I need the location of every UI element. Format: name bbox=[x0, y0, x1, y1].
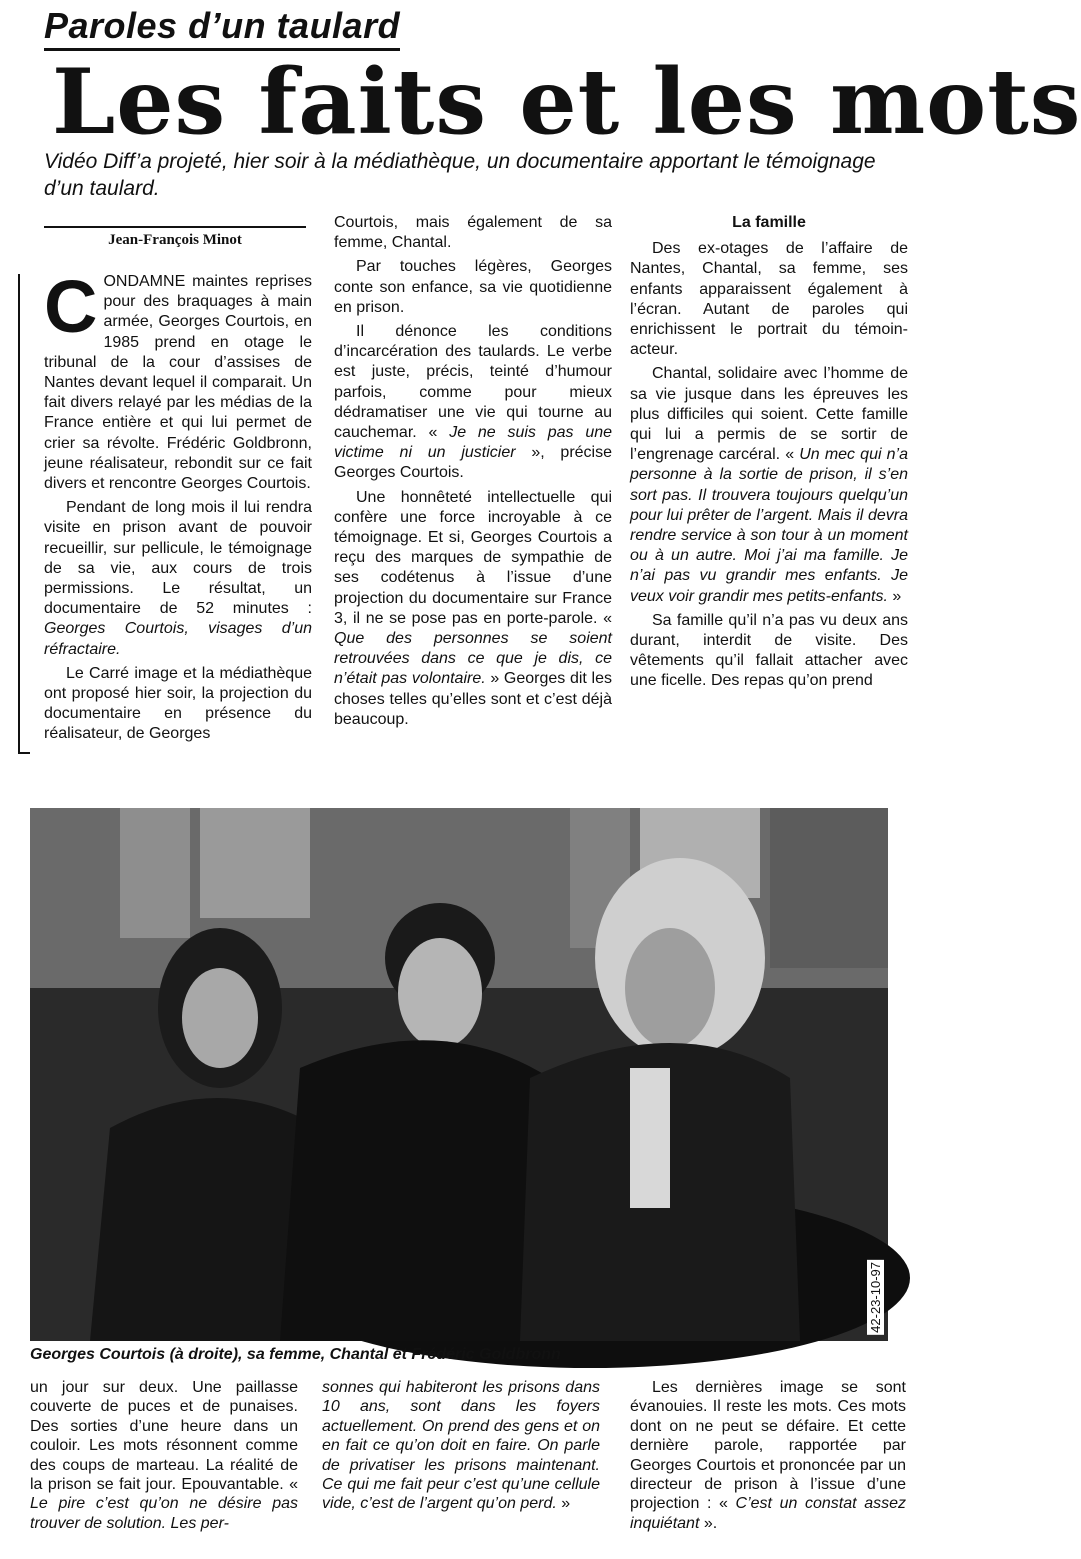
paragraph-text: Chantal, solidaire avec l’homme de sa vie jusque dans les épreuves les plus difficiles qui soient. Cette famille qui lui a permis de se sortir de l’engrenage carcéral. « bbox=[630, 365, 908, 464]
paragraph-text: Il dénonce les conditions d’incarcération des taulards. Le verbe est juste, précis, teinté d’humour parfois, comme pour mieux dédramatiser une vie qui tourne au cauchemar. « bbox=[334, 323, 612, 442]
bottom-column-3 bbox=[630, 1378, 906, 1533]
paragraph-text: un jour sur deux. Une paillasse couverte de puces et de punaises. Des sorties d’une heure dans un couloir. Les mots résonnent comme des coups de marteau. La réalité de la prison se fait jour. Epouvantable. « bbox=[30, 1379, 298, 1494]
paragraph-text: », précise Georges Courtois. bbox=[334, 444, 613, 482]
paragraph-text: Les dernières image se sont évanouies. Il reste les mots. Ces mots dont on ne peut se défaire. Et cette dernière parole, rapportée par Georges Courtois et prononcée par un directeur de prison à l’issue d’une projection : « bbox=[630, 1379, 906, 1513]
paragraph bbox=[44, 498, 312, 660]
paragraph-text: » bbox=[556, 1495, 571, 1513]
byline: Jean-François Minot bbox=[44, 226, 306, 249]
paragraph-text: » Georges dit les choses telles qu’elles sont et c’est déjà beaucoup. bbox=[334, 670, 612, 728]
photo-caption: Georges Courtois (à droite), sa femme, Chantal et Frédéric Goldbronn bbox=[30, 1346, 561, 1363]
kicker: Paroles d’un taulard bbox=[44, 6, 400, 51]
paragraph: Des ex-otages de l’affaire de Nantes, Chantal, sa femme, ses enfants apparaissent également à l’écran. Autant de paroles qui enrichissent le portrait du témoin-acteur. bbox=[630, 240, 908, 359]
subheading: La famille bbox=[732, 214, 806, 231]
bottom-column-1 bbox=[30, 1378, 298, 1533]
frame-rule bbox=[18, 274, 20, 752]
paragraph: Par touches légères, Georges conte son enfance, sa vie quotidienne en prison. bbox=[334, 258, 612, 316]
frame-rule bbox=[18, 752, 30, 754]
paragraph bbox=[334, 322, 612, 484]
drop-cap: C bbox=[44, 265, 98, 348]
headline: Les faits et les mots bbox=[52, 49, 1081, 155]
standfirst: Vidéo Diff’a projeté, hier soir à la médiathèque, un documentaire apportant le témoignage d’un taulard. bbox=[44, 150, 876, 200]
photo-scene bbox=[30, 808, 888, 1341]
paragraph: Sa famille qu’il n’a pas vu deux ans durant, interdit de visite. Des vêtements qu’il fallait attacher avec une ficelle. Des repas qu’on prend bbox=[630, 611, 908, 690]
paragraph bbox=[322, 1378, 600, 1514]
paragraph-text: ». bbox=[699, 1514, 718, 1532]
paragraph bbox=[30, 1378, 298, 1533]
paragraph-text: Pendant de long mois il lui rendra visite en prison avant de pouvoir recueillir, sur pellicule, le témoignage de sa vie, aux cours de trois permissions. Le résultat, un documentaire de 52 minutes : bbox=[44, 499, 312, 618]
paragraph bbox=[334, 488, 612, 730]
paragraph-text: Une honnêteté intellectuelle qui confère une force incroyable à ce témoignage. Et si, Georges Courtois a reçu des marques de sympathie de ses codétenus à l’issue d’une projection du documentaire sur France 3, il ne se pose pas en porte-parole. « bbox=[334, 488, 612, 627]
paragraph: Le Carré image et la médiathèque ont proposé hier soir, la projection du documentaire en présence du réalisateur, de Georges bbox=[44, 664, 312, 743]
article-column-2 bbox=[334, 213, 612, 730]
article-column-1 bbox=[44, 265, 312, 745]
paragraph: Courtois, mais également de sa femme, Chantal. bbox=[334, 214, 612, 252]
quote: Un mec qui n’a personne à la sortie de prison, il s’en sort pas. Il trouvera toujours quelqu’un pour lui prêter de l’argent. Mais il devra rendre service à son tour à un moment ou à un autre. Moi j’ai ma famille. Je n’ai pas vu grandir mes enfants. Je veux voir grandir mes petits-enfants. bbox=[630, 446, 909, 605]
paragraph bbox=[630, 364, 908, 606]
quote: C’est un constat assez inquiétant bbox=[630, 1495, 907, 1532]
paragraph-text: » bbox=[887, 587, 902, 605]
paragraph-text: ONDAMNE maintes reprises pour des braquages à main armée, Georges Courtois, en 1985 prend en otage le tribunal de la cour d’assises de Nantes devant lequel il comparait. Un fait divers relayé par les médias de la France entière et qui lui permet de crier sa révolte. Frédéric Goldbronn, jeune réalisateur, rebondit sur ce fait divers et rencontre Georges Courtois. bbox=[44, 273, 312, 493]
photo-stamp: 42-23-10-97 bbox=[868, 1262, 883, 1333]
bottom-column-2 bbox=[322, 1378, 600, 1514]
quote: Le pire c’est qu’on ne désire pas trouver de solution. Les per- bbox=[30, 1495, 298, 1532]
documentary-title: Georges Courtois, visages d’un réfractaire. bbox=[44, 620, 312, 658]
paragraph bbox=[630, 1378, 906, 1533]
photo bbox=[30, 808, 888, 1341]
article-column-3 bbox=[630, 213, 908, 692]
paragraph bbox=[44, 265, 312, 494]
quote: Que des personnes se soient retrouvées dans ce que je dis, ce n’était pas volontaire. bbox=[334, 630, 612, 688]
quote: Je ne suis pas une victime ni un justicier bbox=[334, 424, 613, 462]
quote: sonnes qui habiteront les prisons dans 10 ans, sont dans les foyers actuellement. On prend des gens et on en fait ce qu’on doit en faire. On parle de privatiser les prisons maintenant. Ce qui me fait peur c’est qu’une cellule vide, c’est de l’argent qu’on perd. bbox=[322, 1379, 600, 1513]
